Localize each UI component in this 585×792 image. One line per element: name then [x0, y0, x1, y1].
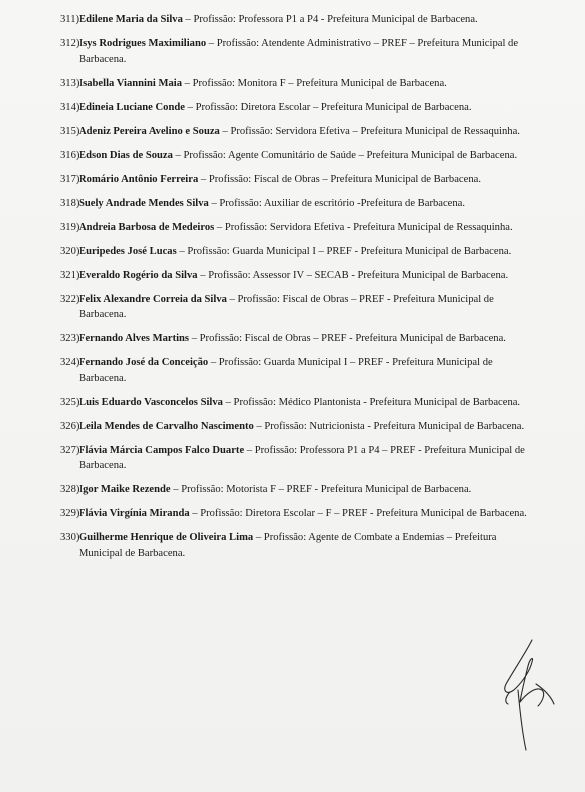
profession-description: – Profissão: Médico Plantonista - Prefeitura Municipal de Barbacena.: [222, 396, 521, 408]
person-name: Fernando José da Conceição: [79, 357, 209, 368]
list-item: 328) Igor Maike Rezende – Profissão: Motorista F – PREF - Prefeitura Municipal de Barbacena.: [60, 484, 472, 495]
profession-description: – Profissão: Fiscal de Obras – Prefeitura Municipal de Barbacena.: [198, 173, 481, 185]
list-item: 322) Felix Alexandre Correia da Silva – Profissão: Fiscal de Obras – PREF - Prefeitura Municipal de Barbacena.: [60, 293, 494, 320]
person-name: Adeniz Pereira Avelino e Souza: [79, 125, 220, 137]
person-name: Flávia Márcia Campos Falco Duarte: [79, 444, 245, 456]
list-item: 324) Fernando José da Conceição – Profissão: Guarda Municipal I – PREF - Prefeitura Municipal de Barbacena.: [60, 357, 493, 384]
list-item: 318) Suely Andrade Mendes Silva – Profissão: Auxiliar de escritório -Prefeitura de Barbacena.: [60, 197, 466, 209]
profession-description: – Profissão: Guarda Municipal I – PREF - Prefeitura Municipal de Barbacena.: [176, 245, 512, 257]
profession-description: – Profissão: Guarda Municipal I – PREF - Prefeitura Municipal de Barbacena.: [79, 357, 493, 384]
profession-description: – Profissão: Professora P1 a P4 - Prefeitura Municipal de Barbacena.: [182, 14, 478, 25]
profession-description: – Profissão: Agente de Combate a Endemias – Prefeitura Municipal de Barbacena.: [79, 532, 497, 559]
person-name: Romário Antônio Ferreira: [79, 173, 199, 185]
person-name: Flávia Virgínia Miranda: [79, 508, 190, 519]
person-name: Andreia Barbosa de Medeiros: [79, 221, 215, 233]
person-name: Edilene Maria da Silva: [79, 14, 183, 25]
list-item: 323) Fernando Alves Martins – Profissão: Fiscal de Obras – PREF - Prefeitura Municipal de Barbacena.: [60, 333, 506, 344]
list-item: 312) Isys Rodrigues Maximiliano – Profissão: Atendente Administrativo – PREF – Prefeitura Municipal de Barbacena.: [60, 38, 519, 65]
person-name: Leila Mendes de Carvalho Nascimento: [79, 420, 254, 432]
profession-description: – Profissão: Agente Comunitário de Saúde – Prefeitura Municipal de Barbacena.: [172, 149, 518, 161]
profession-description: – Profissão: Auxiliar de escritório -Prefeitura de Barbacena.: [208, 197, 466, 209]
list-item: 321) Everaldo Rogério da Silva – Profissão: Assessor IV – SECAB - Prefeitura Municipal de Barbacena.: [60, 269, 509, 281]
list-item: 320) Euripedes José Lucas – Profissão: Guarda Municipal I – PREF - Prefeitura Municipal de Barbacena.: [60, 245, 512, 257]
list-item: 319) Andreia Barbosa de Medeiros – Profissão: Servidora Efetiva - Prefeitura Municipal de Ressaquinha.: [60, 221, 513, 233]
person-name: Euripedes José Lucas: [79, 245, 177, 257]
list-item: 327) Flávia Márcia Campos Falco Duarte – Profissão: Professora P1 a P4 – PREF - Prefeitura Municipal de Barbacena.: [60, 444, 525, 471]
profession-description: – Profissão: Assessor IV – SECAB - Prefeitura Municipal de Barbacena.: [197, 269, 509, 281]
entry-list: [60, 12, 540, 570]
person-name: Guilherme Henrique de Oliveira Lima: [79, 532, 254, 543]
list-item: 329) Flávia Virgínia Miranda – Profissão: Diretora Escolar – F – PREF - Prefeitura Municipal de Barbacena.: [60, 508, 527, 519]
person-name: Igor Maike Rezende: [79, 484, 171, 495]
list-item: 317) Romário Antônio Ferreira – Profissão: Fiscal de Obras – Prefeitura Municipal de Barbacena.: [60, 173, 481, 185]
list-item: 315) Adeniz Pereira Avelino e Souza – Profissão: Servidora Efetiva – Prefeitura Municipal de Ressaquinha.: [60, 125, 520, 137]
list-item: 314) Edineia Luciane Conde – Profissão: Diretora Escolar – Prefeitura Municipal de Barbacena.: [60, 101, 472, 113]
person-name: Edson Dias de Souza: [79, 149, 173, 161]
handwritten-signature-icon: [492, 632, 564, 752]
person-name: Suely Andrade Mendes Silva: [79, 197, 209, 209]
profession-description: – Profissão: Servidora Efetiva - Prefeitura Municipal de Ressaquinha.: [214, 221, 513, 233]
person-name: Fernando Alves Martins: [79, 333, 190, 344]
person-name: Edineia Luciane Conde: [79, 101, 185, 113]
list-item: 311) Edilene Maria da Silva – Profissão: Professora P1 a P4 - Prefeitura Municipal de Barbacena.: [60, 14, 478, 25]
list-item: 316) Edson Dias de Souza – Profissão: Agente Comunitário de Saúde – Prefeitura Municipal de Barbacena.: [60, 149, 518, 161]
person-name: Felix Alexandre Correia da Silva: [79, 293, 227, 305]
profession-description: – Profissão: Diretora Escolar – Prefeitura Municipal de Barbacena.: [184, 101, 472, 113]
person-name: Luis Eduardo Vasconcelos Silva: [79, 396, 223, 408]
list-item: 330) Guilherme Henrique de Oliveira Lima – Profissão: Agente de Combate a Endemias – Prefeitura Municipal de Barbacena.: [60, 532, 497, 559]
list-item: 325) Luis Eduardo Vasconcelos Silva – Profissão: Médico Plantonista - Prefeitura Municipal de Barbacena.: [60, 396, 521, 408]
person-name: Everaldo Rogério da Silva: [79, 269, 198, 281]
person-name: Isys Rodrigues Maximiliano: [79, 38, 207, 49]
list-item: 313) Isabella Viannini Maia – Profissão: Monitora F – Prefeitura Municipal de Barbacena.: [60, 77, 447, 89]
profession-description: – Profissão: Atendente Administrativo – PREF – Prefeitura Municipal de Barbacena.: [79, 38, 519, 65]
profession-description: – Profissão: Fiscal de Obras – PREF - Prefeitura Municipal de Barbacena.: [189, 333, 506, 344]
profession-description: – Profissão: Nutricionista - Prefeitura Municipal de Barbacena.: [253, 420, 525, 432]
list-item: 326) Leila Mendes de Carvalho Nascimento – Profissão: Nutricionista - Prefeitura Municipal de Barbacena.: [60, 420, 525, 432]
profession-description: – Profissão: Servidora Efetiva – Prefeitura Municipal de Ressaquinha.: [219, 125, 520, 137]
profession-description: – Profissão: Diretora Escolar – F – PREF - Prefeitura Municipal de Barbacena.: [189, 508, 527, 519]
profession-description: – Profissão: Motorista F – PREF - Prefeitura Municipal de Barbacena.: [170, 484, 472, 495]
profession-description: – Profissão: Monitora F – Prefeitura Municipal de Barbacena.: [182, 77, 447, 89]
person-name: Isabella Viannini Maia: [79, 77, 183, 89]
profession-description: – Profissão: Professora P1 a P4 – PREF - Prefeitura Municipal de Barbacena.: [79, 444, 525, 471]
profession-description: – Profissão: Fiscal de Obras – PREF - Prefeitura Municipal de Barbacena.: [79, 293, 494, 320]
